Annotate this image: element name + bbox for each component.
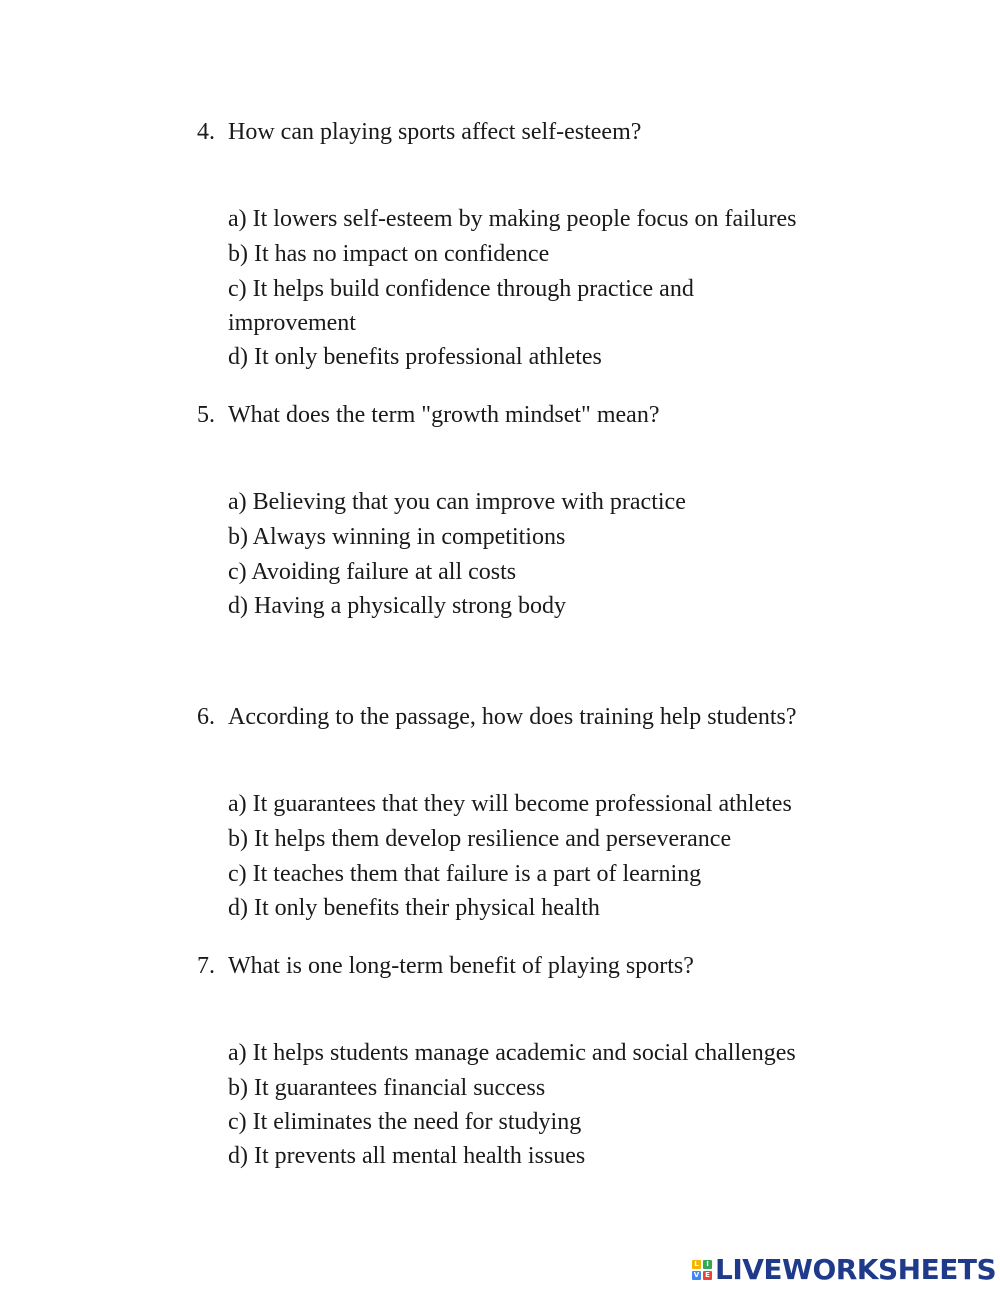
answer-option-continuation[interactable]: improvement xyxy=(228,310,356,336)
answer-option[interactable]: a) It lowers self-esteem by making people focus on failures xyxy=(228,206,797,232)
answer-option[interactable]: c) It helps build confidence through practice and xyxy=(228,276,694,302)
answer-option[interactable]: a) It helps students manage academic and social challenges xyxy=(228,1040,796,1066)
answer-option[interactable]: d) It only benefits professional athletes xyxy=(228,344,602,370)
liveworksheets-logo xyxy=(692,1255,996,1285)
logo-square: V xyxy=(693,1271,700,1279)
answer-option[interactable]: c) Avoiding failure at all costs xyxy=(228,559,517,585)
answer-option[interactable]: b) It guarantees financial success xyxy=(228,1075,546,1101)
answer-option[interactable]: d) It only benefits their physical health xyxy=(228,895,600,921)
answer-option[interactable]: d) Having a physically strong body xyxy=(228,593,566,619)
logo-square: I xyxy=(703,1260,712,1269)
answer-option[interactable]: b) Always winning in competitions xyxy=(228,524,566,550)
question-number: 4. xyxy=(197,119,215,145)
answer-option[interactable]: b) It has no impact on confidence xyxy=(228,241,550,267)
answer-option[interactable]: b) It helps them develop resilience and perseverance xyxy=(228,826,732,852)
question-number: 7. xyxy=(197,953,215,979)
answer-option[interactable]: c) It teaches them that failure is a part of learning xyxy=(228,861,702,887)
question-number: 5. xyxy=(197,402,215,428)
answer-option[interactable]: c) It eliminates the need for studying xyxy=(228,1109,582,1135)
question-number: 6. xyxy=(197,704,215,730)
answer-option[interactable]: a) Believing that you can improve with practice xyxy=(228,489,686,515)
question-text: What is one long-term benefit of playing sports? xyxy=(228,953,694,979)
answer-option[interactable]: d) It prevents all mental health issues xyxy=(228,1143,586,1169)
logo-square: L xyxy=(692,1260,701,1269)
answer-option[interactable]: a) It guarantees that they will become professional athletes xyxy=(228,791,792,817)
liveworksheets-logo-icon xyxy=(692,1260,712,1280)
logo-square: E xyxy=(703,1271,712,1280)
question-text: What does the term "growth mindset" mean? xyxy=(228,402,660,428)
logo-text: LIVEWORKSHEETS xyxy=(715,1253,997,1286)
question-text: According to the passage, how does training help students? xyxy=(228,704,797,730)
question-text: How can playing sports affect self-esteem? xyxy=(228,119,642,145)
